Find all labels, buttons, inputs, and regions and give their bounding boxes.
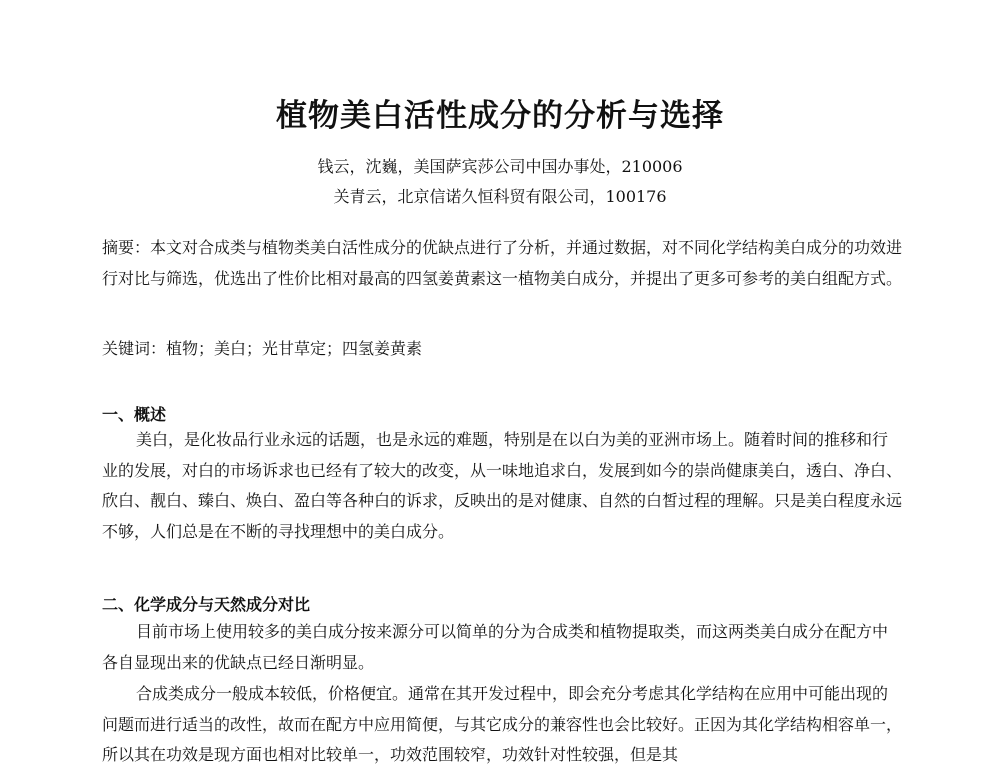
section-comparison-paragraph-2: 合成类成分一般成本较低，价格便宜。通常在其开发过程中，即会充分考虑其化学结构在应用中可能出现的问题而进行适当的改性，故而在配方中应用简便，与其它成分的兼容性也会比较好。正因为其化学结构相容单一，所以其在功效是现方面也相对比较单一，功效范围较窄，功效针对性较强，但是其	[102, 684, 903, 764]
section-overview-paragraph: 美白，是化妆品行业永远的话题，也是永远的难题，特别是在以白为美的亚洲市场上。随着时间的推移和行业的发展，对白的市场诉求也已经有了较大的改变，从一味地追求白，发展到如今的崇尚健康美白，透白、净白、欣白、靓白、臻白、焕白、盈白等各种白的诉求，反映出的是对健康、自然的白皙过程的理解。只是美白程度永远不够，人们总是在不断的寻找理想中的美白成分。	[102, 430, 903, 541]
abstract: 摘要：本文对合成类与植物类美白活性成分的优缺点进行了分析，并通过数据，对不同化学结构美白成分的功效进行对比与筛选，优选出了性价比相对最高的四氢姜黄素这一植物美白成分，并提出了更多可参考的美白组配方式。	[102, 238, 903, 288]
section-comparison-paragraph-1: 目前市场上使用较多的美白成分按来源分可以简单的分为合成类和植物提取类，而这两类美白成分在配方中各自显现出来的优缺点已经日渐明显。	[102, 622, 889, 672]
author-line-1: 钱云，沈巍，美国萨宾莎公司中国办事处，210006	[317, 157, 683, 176]
section-heading-comparison: 二、化学成分与天然成分对比	[102, 595, 311, 614]
keywords: 关键词：植物；美白；光甘草定；四氢姜黄素	[102, 339, 423, 358]
section-heading-overview: 一、概述	[102, 405, 167, 424]
author-line-2: 关青云，北京信诺久恒科贸有限公司，100176	[333, 187, 667, 206]
paper-title: 植物美白活性成分的分析与选择	[276, 98, 724, 134]
